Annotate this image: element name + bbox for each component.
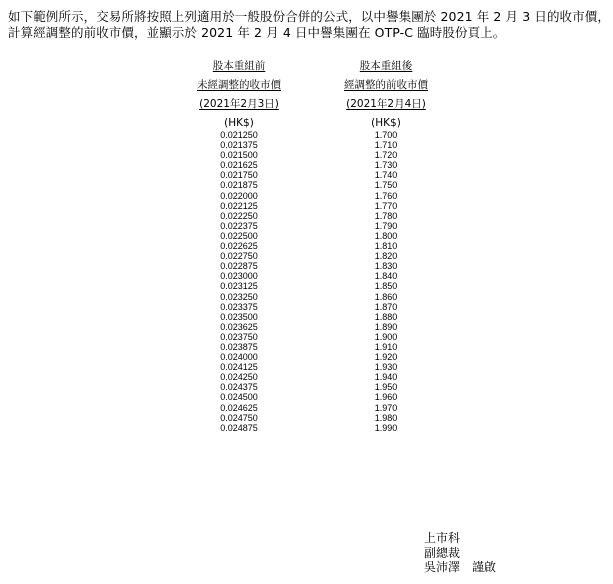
table-row-value: 0.022750: [220, 251, 258, 262]
table-row-value: 0.024500: [220, 392, 258, 403]
table-row-value: 0.023625: [220, 321, 258, 332]
table-row-value: 1.700: [374, 130, 398, 140]
signature-name: 吳沛澤: [424, 560, 461, 574]
table-row-value: 1.790: [374, 220, 398, 231]
value-list: [186, 130, 292, 433]
table-row-value: 0.022500: [220, 230, 258, 241]
table-row-value: 1.870: [374, 301, 398, 312]
table-row-value: 1.880: [374, 311, 398, 322]
table-row-value: 0.022250: [220, 210, 258, 221]
table-row-value: 0.021875: [220, 180, 258, 191]
signature-title: 副總裁: [424, 545, 461, 560]
intro-line-1: 如下範例所示，交易所將按照上列適用於一般股份合併的公式，以中譽集團於 2021 年 2 月 3 日的收市價，: [8, 9, 610, 24]
column-header-3: (2021年2月4日): [346, 98, 426, 110]
table-row-value: 1.980: [374, 412, 398, 423]
table-row-value: 0.023500: [220, 311, 258, 322]
value-list: [333, 130, 439, 433]
table-row-value: 0.024000: [220, 352, 258, 363]
table-row-value: 0.024750: [220, 412, 258, 423]
column-unit: (HK$): [224, 117, 254, 129]
column-header-1: 股本重組前: [212, 60, 266, 72]
table-row-value: 0.024875: [220, 422, 258, 433]
table-row-value: 1.970: [374, 402, 398, 413]
table-row-value: 1.930: [374, 362, 398, 373]
table-row-value: 1.950: [374, 382, 398, 393]
table-row-value: 0.023750: [220, 331, 258, 342]
signature-department: 上市科: [424, 531, 461, 545]
table-row-value: 1.810: [374, 241, 398, 252]
table-row-value: 1.710: [374, 140, 398, 151]
table-row-value: 1.890: [374, 321, 398, 332]
table-row-value: 0.022125: [220, 200, 258, 211]
column-header-1: 股本重組後: [359, 60, 413, 72]
signature-block: [424, 531, 496, 575]
table-row-value: 1.840: [374, 271, 398, 282]
intro-paragraph: [8, 9, 608, 41]
table-row-value: 1.850: [374, 281, 398, 292]
column-before-reorganisation: [186, 59, 292, 433]
table-row-value: 1.770: [374, 200, 398, 211]
column-header-3: (2021年2月3日): [199, 98, 279, 110]
table-row-value: 1.940: [374, 372, 398, 383]
table-row-value: 0.024625: [220, 402, 258, 413]
table-row-value: 1.780: [374, 210, 398, 221]
table-row-value: 0.023250: [220, 291, 258, 302]
column-header-2: 經調整的前收市價: [344, 79, 428, 91]
table-row-value: 0.024375: [220, 382, 258, 393]
table-row-value: 0.021250: [220, 130, 258, 140]
table-row-value: 1.740: [374, 170, 398, 181]
table-row-value: 0.023875: [220, 341, 258, 352]
intro-line-2: 計算經調整的前收市價，並顯示於 2021 年 2 月 4 日中譽集團在 OTP-C 臨時股份頁上。: [8, 25, 506, 40]
table-row-value: 0.021750: [220, 170, 258, 181]
table-row-value: 1.900: [374, 331, 398, 342]
table-row-value: 0.023000: [220, 271, 258, 282]
column-unit: (HK$): [371, 117, 401, 129]
table-row-value: 0.021500: [220, 150, 258, 161]
table-row-value: 1.820: [374, 251, 398, 262]
table-row-value: 0.022375: [220, 220, 258, 231]
table-row-value: 1.750: [374, 180, 398, 191]
table-row-value: 0.024125: [220, 362, 258, 373]
table-row-value: 0.024250: [220, 372, 258, 383]
column-header-2: 未經調整的收市價: [197, 79, 281, 91]
table-row-value: 1.720: [374, 150, 398, 161]
table-row-value: 1.960: [374, 392, 398, 403]
table-row-value: 1.990: [374, 422, 398, 433]
table-row-value: 1.730: [374, 160, 398, 171]
table-row-value: 0.023375: [220, 301, 258, 312]
table-row-value: 1.910: [374, 341, 398, 352]
signature-closing: 謹啟: [472, 560, 497, 574]
table-row-value: 0.023125: [220, 281, 258, 292]
table-row-value: 0.021375: [220, 140, 258, 151]
table-row-value: 1.760: [374, 190, 398, 201]
signature-name-line: [424, 560, 496, 575]
table-row-value: 0.022000: [220, 190, 258, 201]
column-after-reorganisation: [333, 59, 439, 433]
table-row-value: 0.022625: [220, 241, 258, 252]
table-row-value: 0.022875: [220, 261, 258, 272]
table-row-value: 1.920: [374, 352, 398, 363]
table-row-value: 1.830: [374, 261, 398, 272]
table-row-value: 0.021625: [220, 160, 258, 171]
table-row-value: 1.800: [374, 230, 398, 241]
table-row-value: 1.860: [374, 291, 398, 302]
